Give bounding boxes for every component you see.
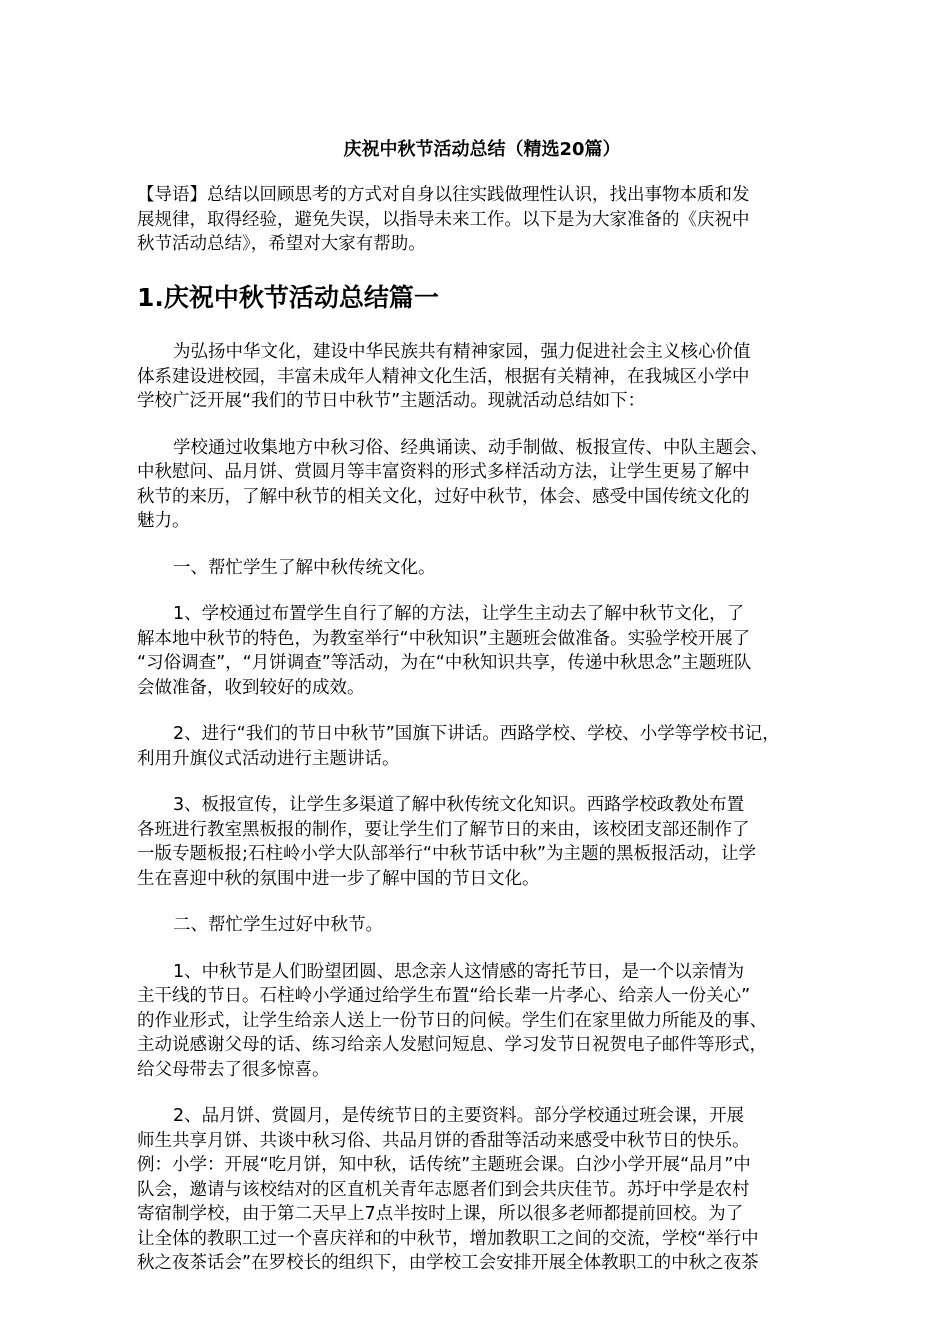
- paragraph-line: 一、帮忙学生了解中秋传统文化。: [173, 557, 436, 578]
- paragraph-line: 师生共享月饼、共谈中秋习俗、共品月饼的香甜等活动来感受中秋节日的快乐。: [137, 1130, 750, 1151]
- paragraph-line: 一版专题板报;石柱岭小学大队部举行“中秋节话中秋”为主题的黑板报活动，让学: [137, 844, 757, 864]
- paragraph-line: 2、品月饼、赏圆月，是传统节日的主要资料。部分学校通过班会课，开展: [173, 1106, 745, 1126]
- paragraph-line: 2、进行“我们的节日中秋节”国旗下讲话。西路学校、学校、小学等学校书记，: [173, 724, 780, 744]
- paragraph-line: 魅力。: [137, 511, 190, 531]
- intro-line: 【导语】总结以回顾思考的方式对自身以往实践做理性认识，找出事物本质和发: [137, 185, 750, 205]
- paragraph-line: 为弘扬中华文化，建设中华民族共有精神家园，强力促进社会主义核心价值: [173, 342, 751, 362]
- paragraph-line: 体系建设进校园，丰富未成年人精神文化生活，根据有关精神，在我城区小学中: [137, 366, 750, 387]
- paragraph-line: 各班进行教室黑板报的制作，要让学生们了解节日的来由，该校团支部还制作了: [137, 819, 750, 840]
- body-paragraph: [137, 340, 827, 414]
- subsection-heading: [137, 556, 827, 581]
- paragraph-line: 秋节的来历，了解中秋节的相关文化，过好中秋节，体会、感受中国传统文化的: [137, 486, 750, 507]
- paragraph-line: 让全体的教职工过一个喜庆祥和的中秋节，增加教职工之间的交流，学校“举行中: [137, 1228, 759, 1249]
- paragraph-line: 例：小学：开展“吃月饼，知中秋，话传统”主题班会课。白沙小学开展“品月”中: [137, 1155, 751, 1175]
- paragraph-line: 的作业形式，让学生给亲人送上一份节日的问候。学生们在家里做力所能及的事、: [137, 1010, 767, 1031]
- paragraph-line: 主干线的节日。石柱岭小学通过给学生布置“给长辈一片孝心、给亲人一份关心”: [137, 986, 751, 1006]
- body-paragraph: [137, 436, 827, 534]
- document-body: [137, 340, 827, 1298]
- paragraph-line: 队会，邀请与该校结对的区直机关青年志愿者们到会共庆佳节。苏圩中学是农村: [137, 1179, 750, 1200]
- paragraph-line: 利用升旗仪式活动进行主题讲话。: [137, 748, 400, 769]
- paragraph-line: 中秋慰问、品月饼、赏圆月等丰富资料的形式多样活动方法，让学生更易了解中: [137, 462, 750, 482]
- paragraph-line: 生在喜迎中秋的氛围中进一步了解中国的节日文化。: [137, 868, 540, 889]
- paragraph-line: 主动说感谢父母的话、练习给亲人发慰问短息、学习发节日祝贺电子邮件等形式，: [137, 1035, 767, 1055]
- body-paragraph: [137, 602, 827, 700]
- paragraph-line: 解本地中秋节的特色，为教室举行“中秋知识”主题班会做准备。实验学校开展了: [137, 628, 751, 649]
- section-heading: 1.庆祝中秋节活动总结篇一: [137, 283, 439, 312]
- paragraph-line: 寄宿制学校，由于第二天早上7点半按时上课，所以很多老师都提前回校。为了: [137, 1204, 744, 1224]
- document-title: 庆祝中秋节活动总结（精选20篇）: [343, 139, 621, 160]
- body-paragraph: [137, 793, 827, 891]
- subsection-heading: [137, 913, 827, 938]
- paragraph-line: 3、板报宣传，让学生多渠道了解中秋传统文化知识。西路学校政教处布置: [173, 795, 745, 815]
- paragraph-line: 二、帮忙学生过好中秋节。: [173, 915, 383, 935]
- body-paragraph: [137, 1104, 827, 1276]
- paragraph-line: 1、中秋节是人们盼望团圆、思念亲人这情感的寄托节日，是一个以亲情为: [173, 961, 745, 982]
- intro-paragraph: [137, 183, 827, 257]
- paragraph-line: 学校通过收集地方中秋习俗、经典诵读、动手制做、板报宣传、中队主题会、: [173, 437, 768, 458]
- intro-line: 展规律，取得经验，避免失误，以指导未来工作。以下是为大家准备的《庆祝中: [137, 209, 750, 230]
- body-paragraph: [137, 960, 827, 1083]
- body-paragraph: [137, 722, 827, 771]
- paragraph-line: 给父母带去了很多惊喜。: [137, 1059, 330, 1080]
- paragraph-line: “习俗调查”，“月饼调查”等活动，为在“中秋知识共享，传递中秋思念”主题班队: [137, 653, 752, 673]
- paragraph-line: 1、学校通过布置学生自行了解的方法，让学生主动去了解中秋节文化，了: [173, 604, 745, 624]
- intro-line: 秋节活动总结》，希望对大家有帮助。: [137, 234, 426, 254]
- paragraph-line: 会做准备，收到较好的成效。: [137, 677, 365, 698]
- paragraph-line: 秋之夜茶话会”在罗校长的组织下，由学校工会安排开展全体教职工的中秋之夜茶: [137, 1253, 759, 1273]
- paragraph-line: 学校广泛开展“我们的节日中秋节”主题活动。现就活动总结如下：: [137, 391, 646, 411]
